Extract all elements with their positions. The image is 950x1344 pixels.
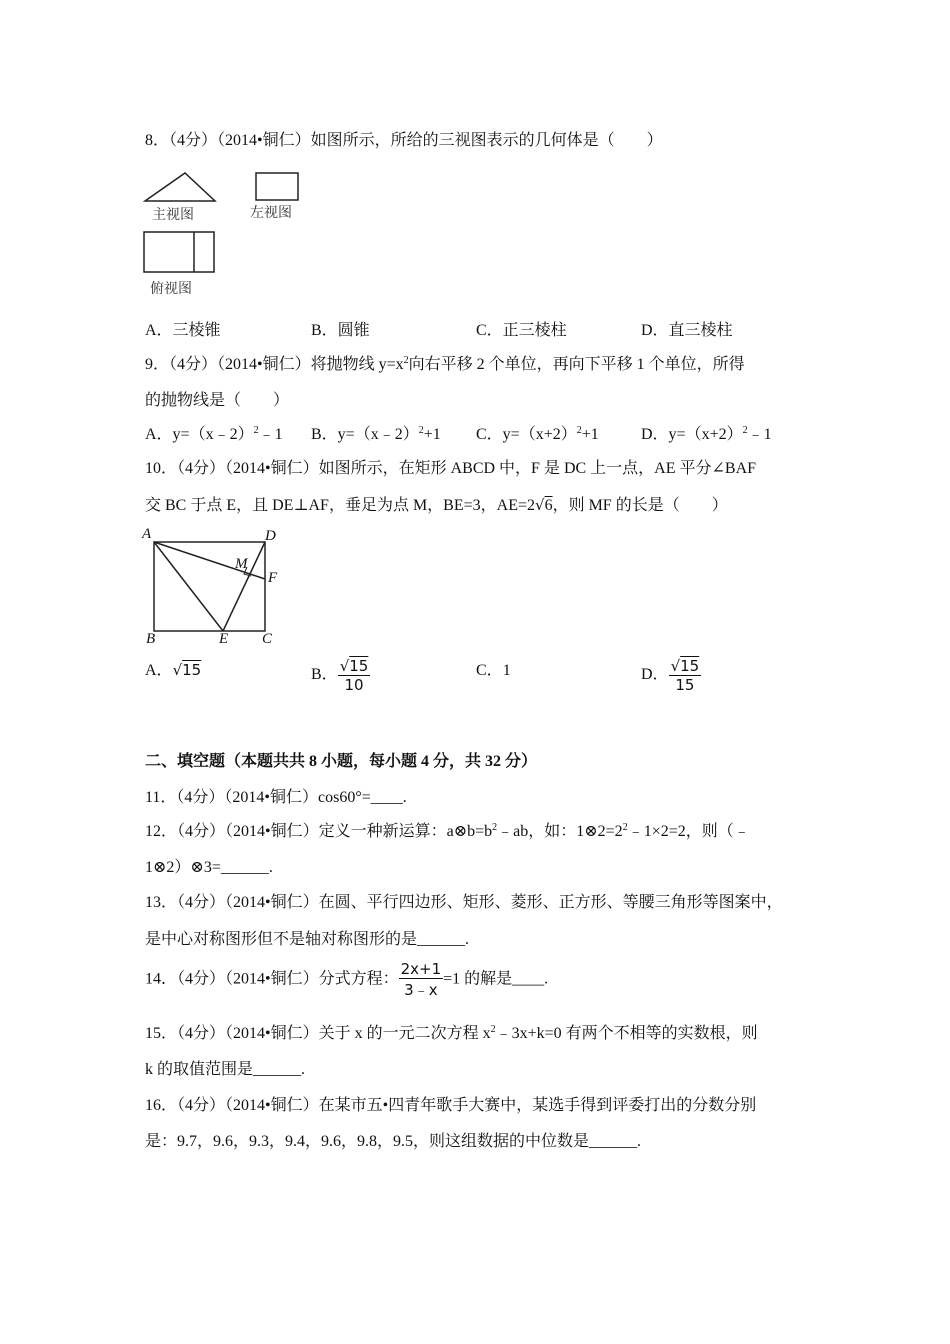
q16-line1: 16．（4分）（2014•铜仁）在某市五•四青年歌手大赛中，某选手得到评委打出的分数分别	[145, 1097, 757, 1114]
q9-stem-line2: 的抛物线是（ ）	[145, 392, 290, 409]
q8-option-c: C．正三棱柱	[476, 322, 567, 339]
point-c-label: C	[262, 631, 273, 647]
three-view-diagram	[140, 165, 320, 305]
q12-line2: 1⊗2）⊗3=______.	[145, 859, 273, 876]
q9-option-d: D．$y=(x+2)^2﹣1$	[641, 425, 772, 443]
sqrt-symbol: √	[535, 496, 545, 514]
fraction: $\frac{2x+1}{3﹣x}$	[400, 960, 442, 999]
q9-option-c: C．$y=(x+2)^2+1$	[476, 425, 599, 443]
q8-option-a: A．三棱锥	[145, 322, 221, 339]
q14: 14．（4分）（2014•铜仁）分式方程： $\frac{2x+1}{3﹣x}$ =1 的解是____.	[145, 960, 549, 999]
section-heading: 二、填空题（本题共共 8 小题，每小题 4 分，共 32 分）	[145, 753, 538, 770]
q13-line2: 是中心对称图形但不是轴对称图形的是______.	[145, 931, 470, 948]
point-b-label: B	[146, 631, 156, 647]
point-e-label: E	[219, 631, 229, 647]
q9-option-a: A．y=（x﹣2）$^2$﹣1	[145, 425, 283, 443]
front-view-triangle	[145, 173, 215, 201]
q12-line1: 12．（4分）（2014•铜仁）定义一种新运算：$a\otimes b=b^2﹣ab$，如：$1\otimes 2=2^2﹣1\times 2=2$，则（﹣	[145, 822, 750, 840]
q16-line2: 是：9.7，9.6，9.3，9.4，9.6，9.8，9.5，则这组数据的中位数是______.	[145, 1133, 642, 1150]
top-view-label: 俯视图	[150, 281, 192, 297]
q8-stem: 8．（4分）（2014•铜仁）如图所示，所给的三视图表示的几何体是（ ）	[145, 132, 663, 149]
top-view-rect	[144, 232, 214, 272]
q8-option-b: B．圆锥	[311, 322, 370, 339]
rectangle-abcd-diagram	[140, 522, 290, 650]
q13-line1: 13．（4分）（2014•铜仁）在圆、平行四边形、矩形、菱形、正方形、等腰三角形等图案中，	[145, 894, 783, 911]
q10-option-a: A．√15	[145, 661, 202, 679]
fraction: $\frac{√15}{15}$	[670, 657, 700, 694]
rectangle-abcd	[154, 542, 265, 631]
q8-option-d: D．直三棱柱	[641, 322, 733, 339]
q15-line1: 15．（4分）（2014•铜仁）关于 x 的一元二次方程 $x^2﹣3x+k=0$ 有两个不相等的实数根，则	[145, 1024, 758, 1042]
fraction: $\frac{√15}{10}$	[339, 657, 369, 694]
point-d-label: D	[265, 528, 276, 544]
q9-stem-line1: 9．（4分）（2014•铜仁）将抛物线 $y=x^2$向右平移 2 个单位，再向下平移 1 个单位，所得	[145, 355, 745, 373]
point-f-label: F	[268, 570, 278, 586]
q10-option-b: B． $\frac{√15}{10}$	[311, 657, 369, 694]
q10-stem-line2: 交 BC 于点 E，且 DE⊥AF，垂足为点 M，BE=3，AE=2√6，则 MF 的长是（ ）	[145, 496, 728, 514]
q9-option-b: B．y=（x﹣2）$^2$+1	[311, 425, 441, 443]
q10-option-c: C．1	[476, 662, 511, 679]
segment-af	[154, 542, 265, 579]
point-a-label: A	[142, 526, 152, 542]
q11: 11．（4分）（2014•铜仁）cos60°=____.	[145, 789, 407, 806]
front-view-label: 主视图	[152, 207, 194, 223]
q10-option-d: D． $\frac{√15}{15}$	[641, 657, 700, 694]
left-view-rect	[256, 173, 298, 200]
segment-ae	[154, 542, 223, 631]
q15-line2: k 的取值范围是______.	[145, 1061, 306, 1078]
left-view-label: 左视图	[250, 205, 292, 221]
q10-stem-line1: 10．（4分）（2014•铜仁）如图所示，在矩形 ABCD 中，F 是 DC 上一点，AE 平分∠BAF	[145, 460, 757, 477]
point-m-label: M	[235, 556, 248, 572]
